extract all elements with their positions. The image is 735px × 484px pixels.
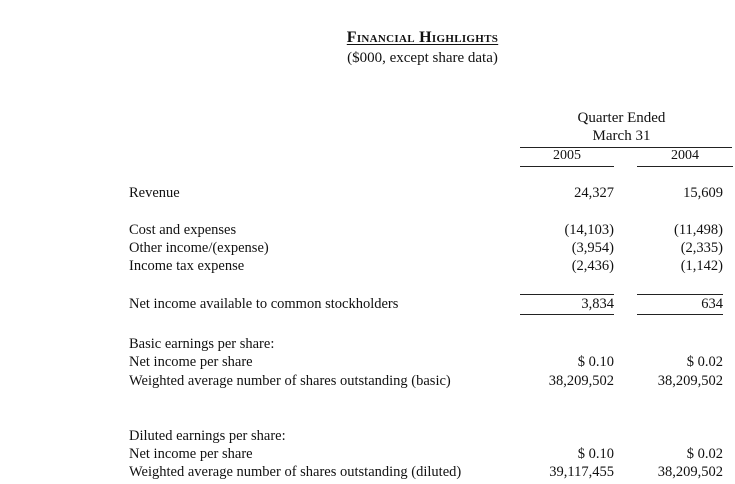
row-label-diluted-shares: Weighted average number of shares outstanding (diluted) [129, 464, 462, 480]
column-2004-rule [637, 166, 733, 167]
row-label-basic-eps: Net income per share [129, 354, 253, 370]
section-heading-basic: Basic earnings per share: [129, 336, 275, 352]
value-basic-eps-2005: $ 0.10 [577, 354, 614, 370]
net-income-bottom-rule-2005 [520, 314, 614, 315]
value-cost-2005: (14,103) [564, 222, 614, 238]
value-diluted-shares-2005: 39,117,455 [549, 464, 614, 480]
section-heading-diluted: Diluted earnings per share: [129, 428, 286, 444]
value-diluted-eps-2004: $ 0.02 [686, 446, 723, 462]
report-subtitle: ($000, except share data) [347, 50, 498, 66]
net-income-top-rule-2004 [637, 294, 723, 295]
row-label-basic-shares: Weighted average number of shares outstanding (basic) [129, 373, 451, 389]
value-cost-2004: (11,498) [674, 222, 723, 238]
report-title: Financial Highlights [346, 29, 499, 46]
value-diluted-eps-2005: $ 0.10 [577, 446, 614, 462]
value-diluted-shares-2004: 38,209,502 [657, 464, 723, 480]
value-basic-shares-2005: 38,209,502 [548, 373, 614, 389]
net-income-top-rule-2005 [520, 294, 614, 295]
column-2005: 2005 [553, 148, 581, 163]
row-label-cost: Cost and expenses [129, 222, 237, 238]
row-label-tax: Income tax expense [129, 258, 245, 274]
column-2005-rule [520, 166, 614, 167]
row-label-diluted-eps: Net income per share [129, 446, 253, 462]
value-basic-eps-2004: $ 0.02 [686, 354, 723, 370]
value-basic-shares-2004: 38,209,502 [657, 373, 723, 389]
period-heading-line1: Quarter Ended [577, 110, 666, 126]
value-other-2005: (3,954) [571, 240, 614, 256]
value-revenue-2004: 15,609 [683, 185, 723, 201]
value-revenue-2005: 24,327 [574, 185, 614, 201]
row-label-other: Other income/(expense) [129, 240, 269, 256]
value-tax-2004: (1,142) [680, 258, 723, 274]
value-net-income-2005: 3,834 [581, 296, 614, 312]
value-tax-2005: (2,436) [571, 258, 614, 274]
column-2004: 2004 [671, 148, 699, 163]
value-net-income-2004: 634 [701, 296, 723, 312]
period-heading-line2: March 31 [592, 128, 651, 144]
value-other-2004: (2,335) [680, 240, 723, 256]
row-label-revenue: Revenue [129, 185, 180, 201]
row-label-net-income: Net income available to common stockholders [129, 296, 399, 312]
net-income-bottom-rule-2004 [637, 314, 723, 315]
